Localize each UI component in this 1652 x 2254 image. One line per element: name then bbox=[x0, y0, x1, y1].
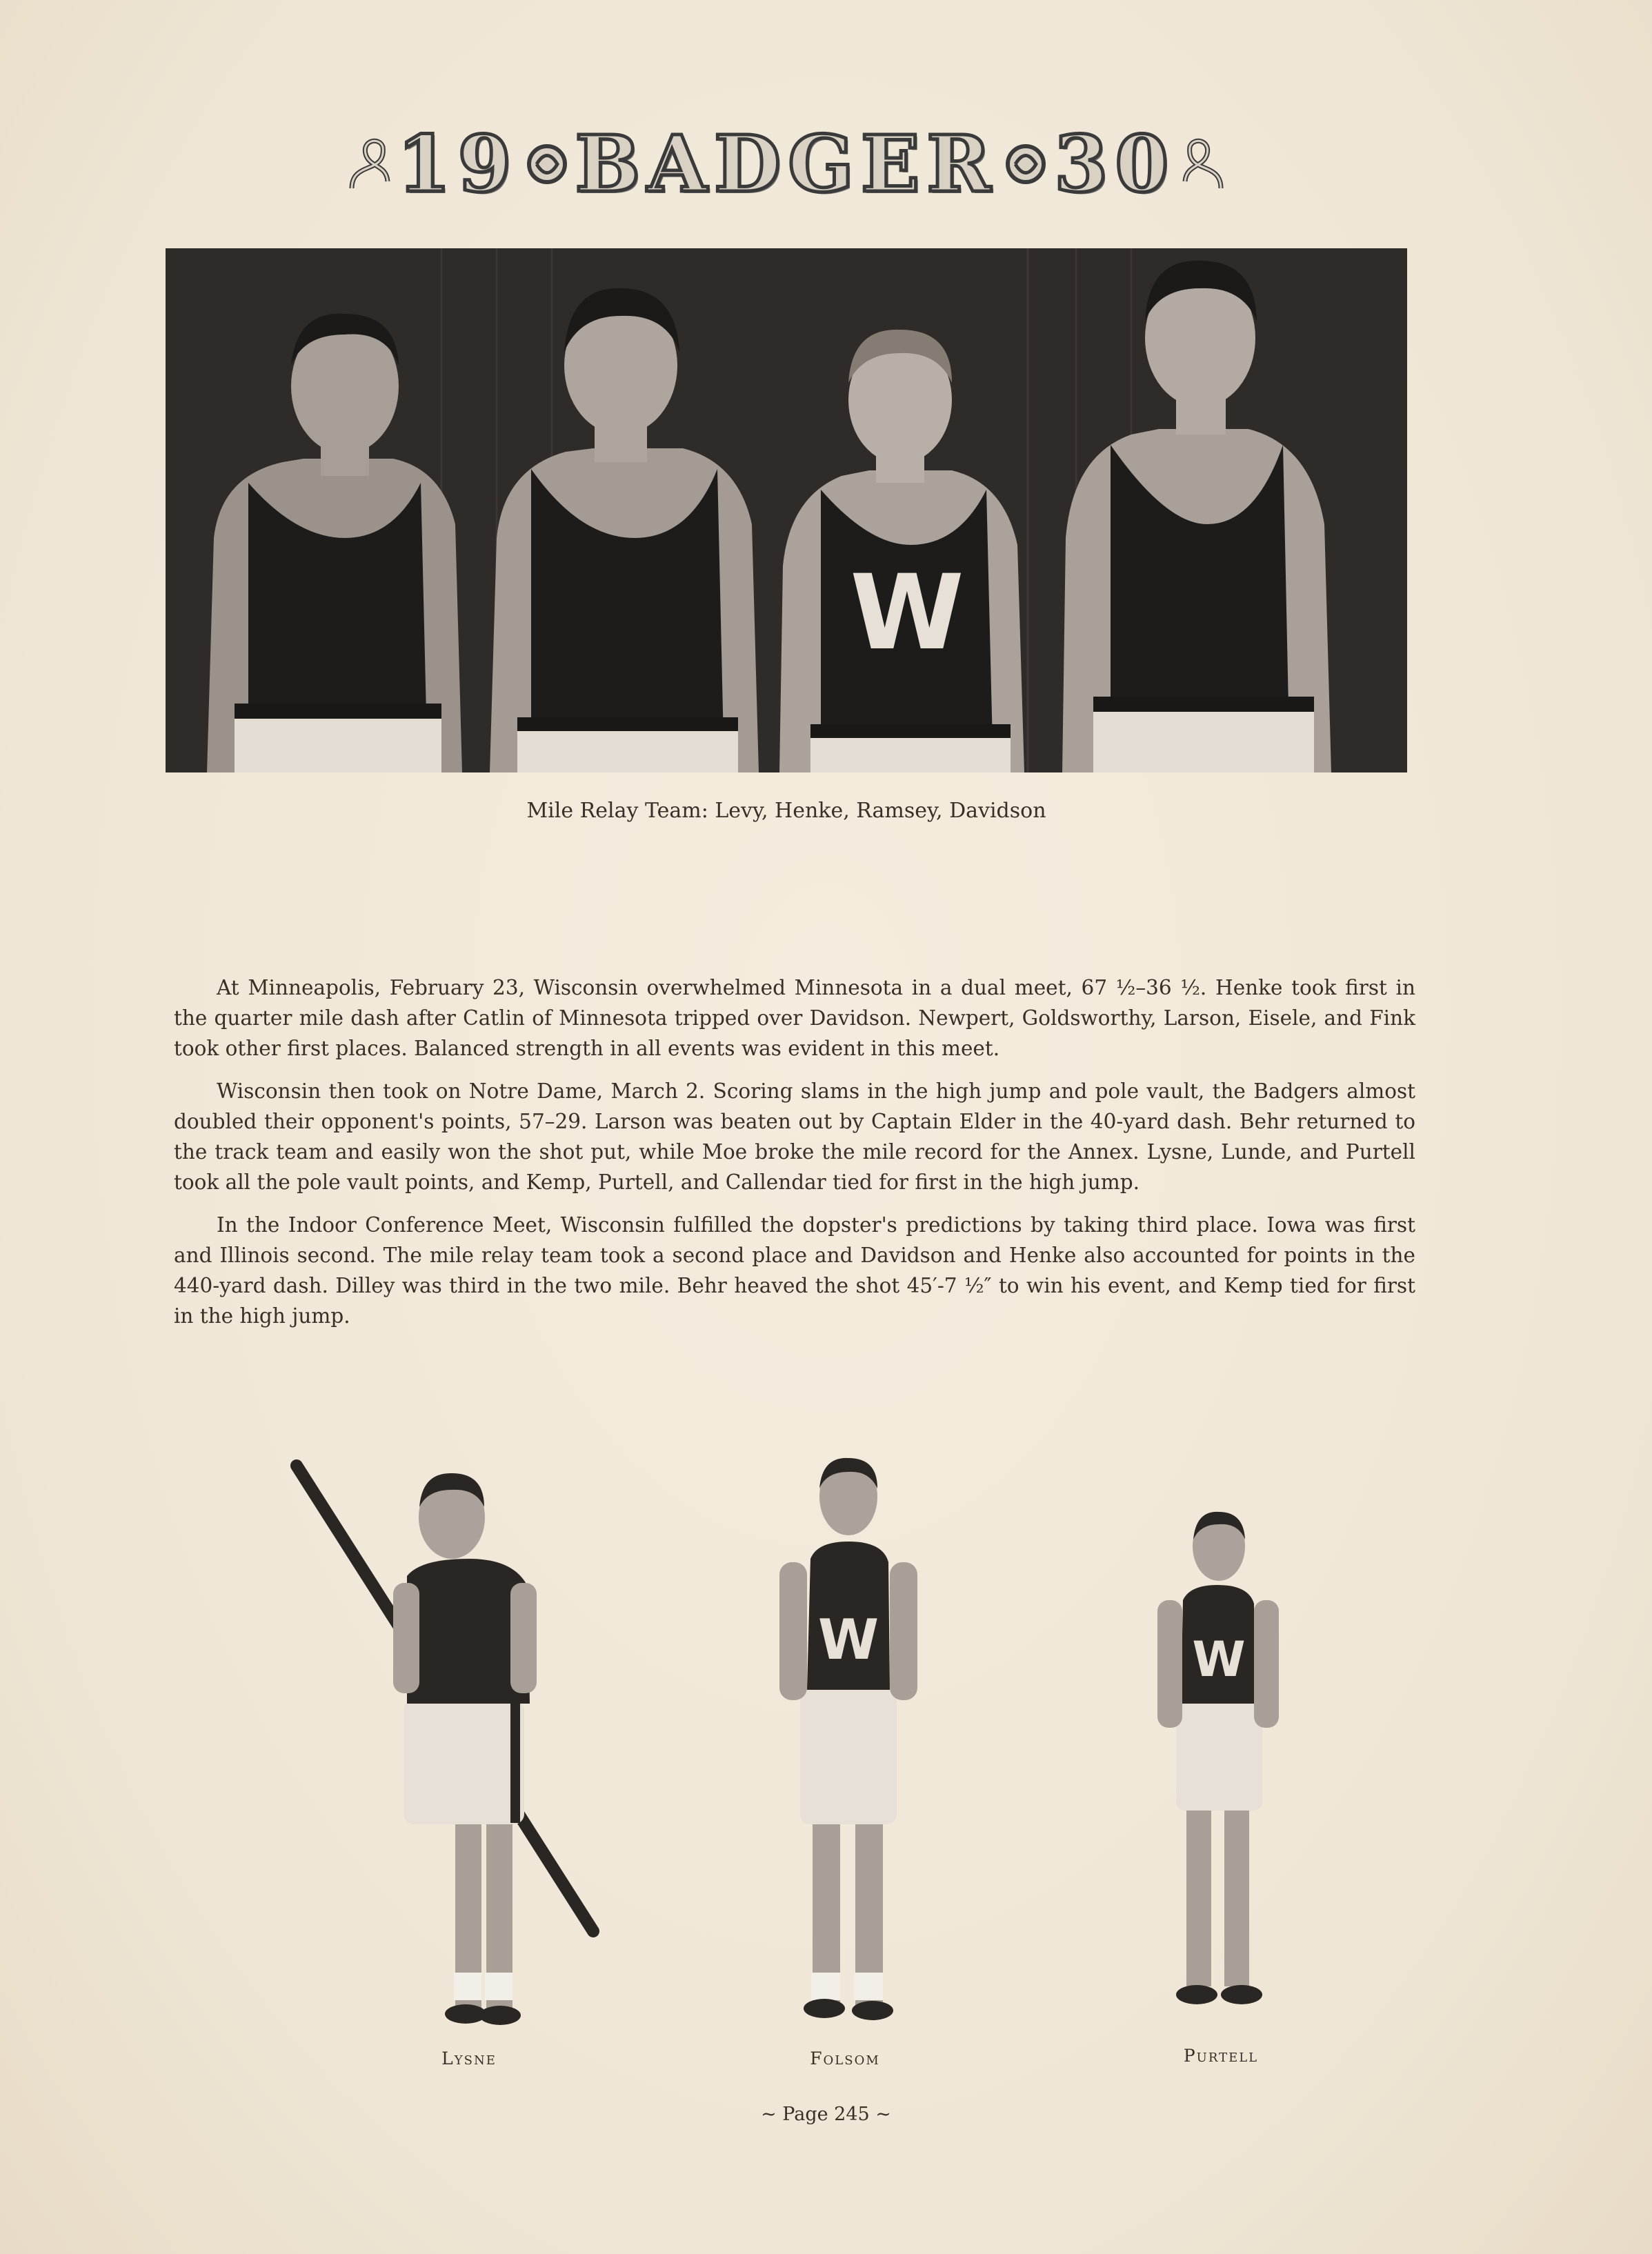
athlete-name-purtell: Purtell bbox=[1183, 2046, 1259, 2066]
photo-caption: Mile Relay Team: Levy, Henke, Ramsey, Davidson bbox=[526, 799, 1046, 823]
article-paragraph: Wisconsin then took on Notre Dame, March 2. Scoring slams in the high jump and pole vault, the Badgers almost doubled their opponent's points, 57–29. Larson was beaten out by Captain Elder in the 40-yard dash. Behr returned to the track team and easily won the shot put, while Moe broke the mile record for the Annex. Lysne, Lunde, and Purtell took all the pole vault points, and Kemp, Purtell, and Callendar tied for first in the high jump. bbox=[174, 1079, 1415, 1194]
header-title: BADGER bbox=[575, 119, 998, 210]
jersey-letter: W bbox=[850, 553, 964, 673]
page-number: ~ Page 245 ~ bbox=[761, 2104, 891, 2125]
athlete-photo-purtell bbox=[1138, 1504, 1297, 2021]
athlete-name-folsom: Folsom bbox=[810, 2048, 880, 2068]
header-year-left: 19 bbox=[397, 119, 519, 210]
article-paragraph: At Minneapolis, February 23, Wisconsin overwhelmed Minnesota in a dual meet, 67 ½–36 ½. Henke took first in the quarter mile dash after Catlin of Minnesota tripped over Davidson. Newpert, Goldsworthy, Larson, Eisele, and Fink took other first places. Balanced strength in all events was evident in this meet. bbox=[174, 976, 1415, 1060]
flourish-ornament-icon bbox=[523, 133, 571, 195]
mile-relay-team-photo bbox=[166, 248, 1407, 772]
flourish-ornament-icon bbox=[1180, 133, 1228, 195]
article-body bbox=[174, 973, 1415, 1344]
header-year-right: 30 bbox=[1054, 119, 1176, 210]
flourish-ornament-icon bbox=[1002, 133, 1050, 195]
jersey-letter: W bbox=[1192, 1631, 1246, 1688]
article-paragraph: In the Indoor Conference Meet, Wisconsin fulfilled the dopster's predictions by taking third place. Iowa was first and Illinois second. The mile relay team took a second place and Davidson and Henke also accounted for points in the 440-yard dash. Dilley was third in the two mile. Behr heaved the shot 45′-7 ½″ to win his event, and Kemp tied for first in the high jump. bbox=[174, 1213, 1415, 1328]
header-banner bbox=[166, 119, 1407, 210]
flourish-ornament-icon bbox=[345, 133, 393, 195]
jersey-letter: W bbox=[817, 1608, 879, 1672]
athlete-photo-folsom bbox=[759, 1448, 938, 2035]
athlete-name-lysne: Lysne bbox=[441, 2048, 497, 2068]
athlete-photo-lysne bbox=[262, 1448, 621, 2035]
